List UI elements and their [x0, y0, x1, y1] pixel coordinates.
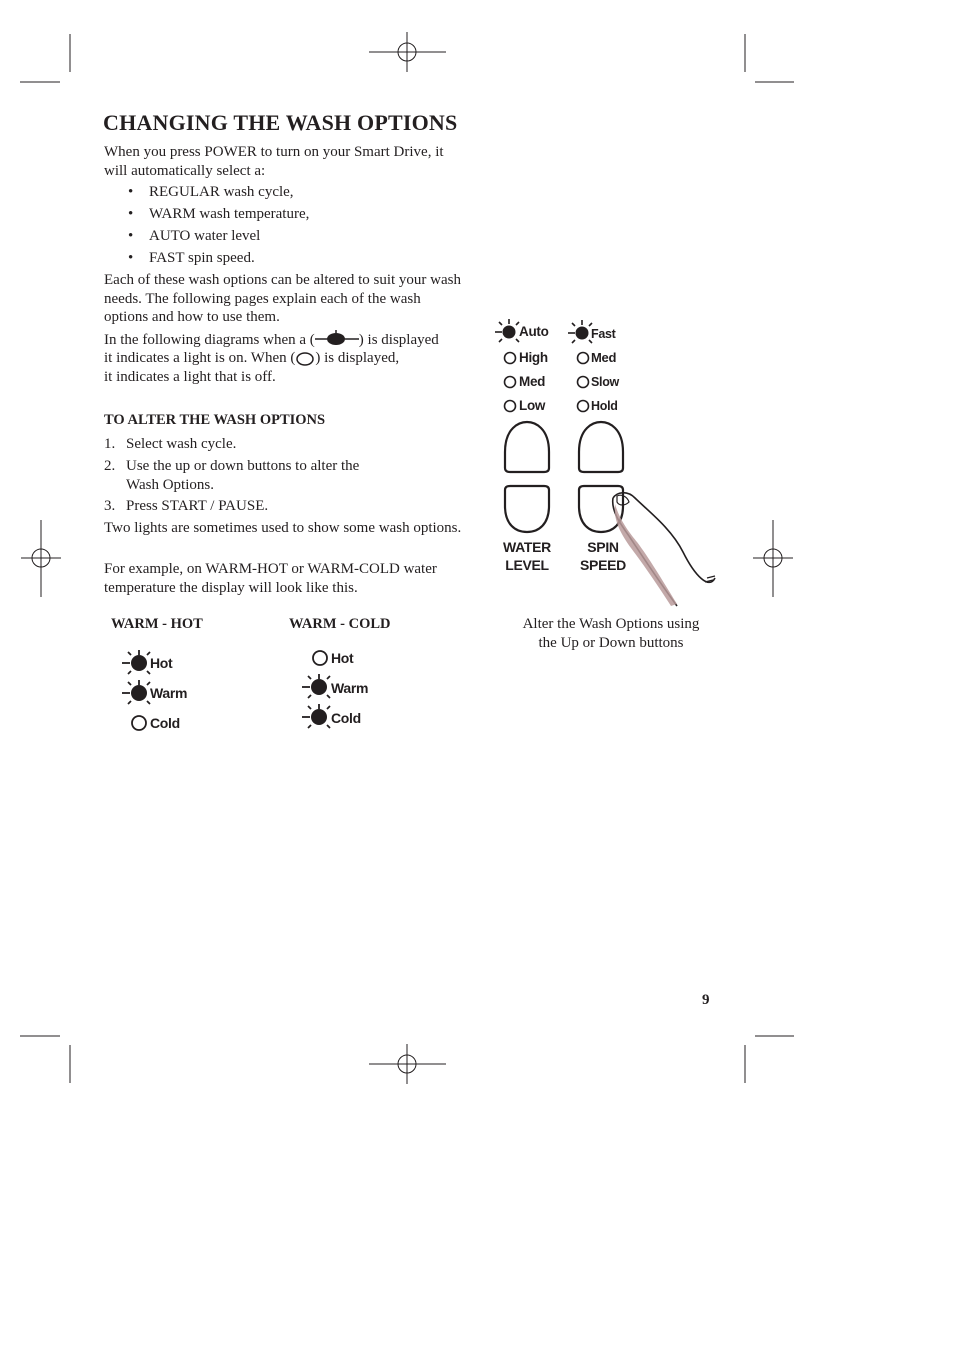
- alter-paragraph: Each of these wash options can be altered to suit your wash needs. The following pages explain each of the wash options and how to use them.: [104, 272, 461, 325]
- water-level-label-line2: LEVEL: [505, 557, 549, 573]
- panel-lamp-label: High: [519, 350, 548, 365]
- lamp-label: Hot: [150, 655, 173, 671]
- legend-text: it indicates a light is on. When (: [104, 350, 296, 366]
- warm-hot-heading: WARM - HOT: [111, 616, 203, 632]
- panel-lamp-label: Low: [519, 398, 546, 413]
- spin-speed-up-button[interactable]: [579, 422, 623, 472]
- panel-lamp-label: Auto: [519, 324, 549, 339]
- step-item: [104, 457, 359, 476]
- step-item: [104, 476, 214, 495]
- panel-lamp-label: Med: [519, 374, 546, 389]
- step-number: 3.: [104, 498, 116, 514]
- panel-buttons-svg: [495, 418, 725, 610]
- lamp-glyph-off-icon: [575, 374, 591, 394]
- legend-text: ) is displayed: [358, 332, 439, 348]
- panel-lamp-label: Med: [591, 350, 617, 365]
- intro-paragraph: When you press POWER to turn on your Smart Drive, it will automatically select a:: [104, 144, 444, 179]
- legend-line-3: it indicates a light that is off.: [104, 369, 276, 385]
- lamp-label: Warm: [331, 680, 369, 696]
- example-paragraph: For example, on WARM-HOT or WARM-COLD water temperature the display will look like this.: [104, 561, 437, 596]
- bullet-text: AUTO water level: [149, 228, 261, 244]
- step-text: Use the up or down buttons to alter the: [126, 458, 360, 474]
- warm-cold-heading: WARM - COLD: [289, 616, 391, 632]
- step-item: [104, 435, 236, 454]
- water-level-label-line1: WATER: [502, 539, 551, 555]
- step-text: Wash Options.: [126, 477, 214, 493]
- lamp-glyph-off-icon: [575, 398, 591, 418]
- spin-speed-label-line1: SPIN: [587, 539, 619, 555]
- lamp-glyph-off-icon: [575, 350, 591, 370]
- lamp-glyph-off-icon: [502, 374, 518, 394]
- bullet-text: FAST spin speed.: [149, 250, 255, 266]
- step-number: 1.: [104, 436, 116, 452]
- step-number: 2.: [104, 458, 116, 474]
- lamp-glyph-off-icon: [502, 350, 518, 370]
- lamp-label: Cold: [331, 710, 361, 726]
- panel-lamp-label: Hold: [591, 399, 618, 413]
- panel-lamp-label: Slow: [591, 375, 619, 389]
- bullet-text: REGULAR wash cycle,: [149, 184, 294, 200]
- water-level-down-button[interactable]: [505, 486, 549, 532]
- lamp-label: Warm: [150, 685, 188, 701]
- two-lights-paragraph: Two lights are sometimes used to show some wash options.: [104, 520, 462, 536]
- page-title: CHANGING THE WASH OPTIONS: [103, 110, 458, 135]
- legend-text: ) is displayed,: [315, 350, 400, 366]
- caption-line1: Alter the Wash Options using: [522, 616, 700, 632]
- step-item: [104, 497, 268, 516]
- panel-buttons: [495, 418, 725, 614]
- lamp-glyph-off-icon: [502, 398, 518, 418]
- panel-lamp-label: Fast: [591, 327, 616, 341]
- legend-text: In the following diagrams when a (: [104, 332, 315, 348]
- lamp-glyph-off-icon: [310, 649, 330, 671]
- lamp-glyph-off-icon: [129, 714, 149, 736]
- spin-speed-label-line2: SPEED: [580, 557, 626, 573]
- water-level-label: [496, 538, 558, 574]
- water-level-up-button[interactable]: [505, 422, 549, 472]
- step-text: Press START / PAUSE.: [126, 498, 269, 514]
- lamp-label: Hot: [331, 650, 354, 666]
- bullet-item: • REGULAR wash cycle,: [128, 184, 294, 200]
- bullet-item: • WARM wash temperature,: [128, 206, 310, 222]
- page-number: 9: [702, 992, 710, 1008]
- lamp-label: Cold: [150, 715, 180, 731]
- caption-line2: the Up or Down buttons: [538, 634, 684, 651]
- bullet-item: • AUTO water level: [128, 228, 261, 244]
- alter-heading: TO ALTER THE WASH OPTIONS: [104, 412, 326, 428]
- bullet-item: • FAST spin speed.: [128, 250, 255, 266]
- spin-speed-label: [572, 538, 634, 574]
- step-text: Select wash cycle.: [126, 436, 237, 452]
- bullet-text: WARM wash temperature,: [149, 206, 310, 222]
- figure-caption: [496, 615, 726, 652]
